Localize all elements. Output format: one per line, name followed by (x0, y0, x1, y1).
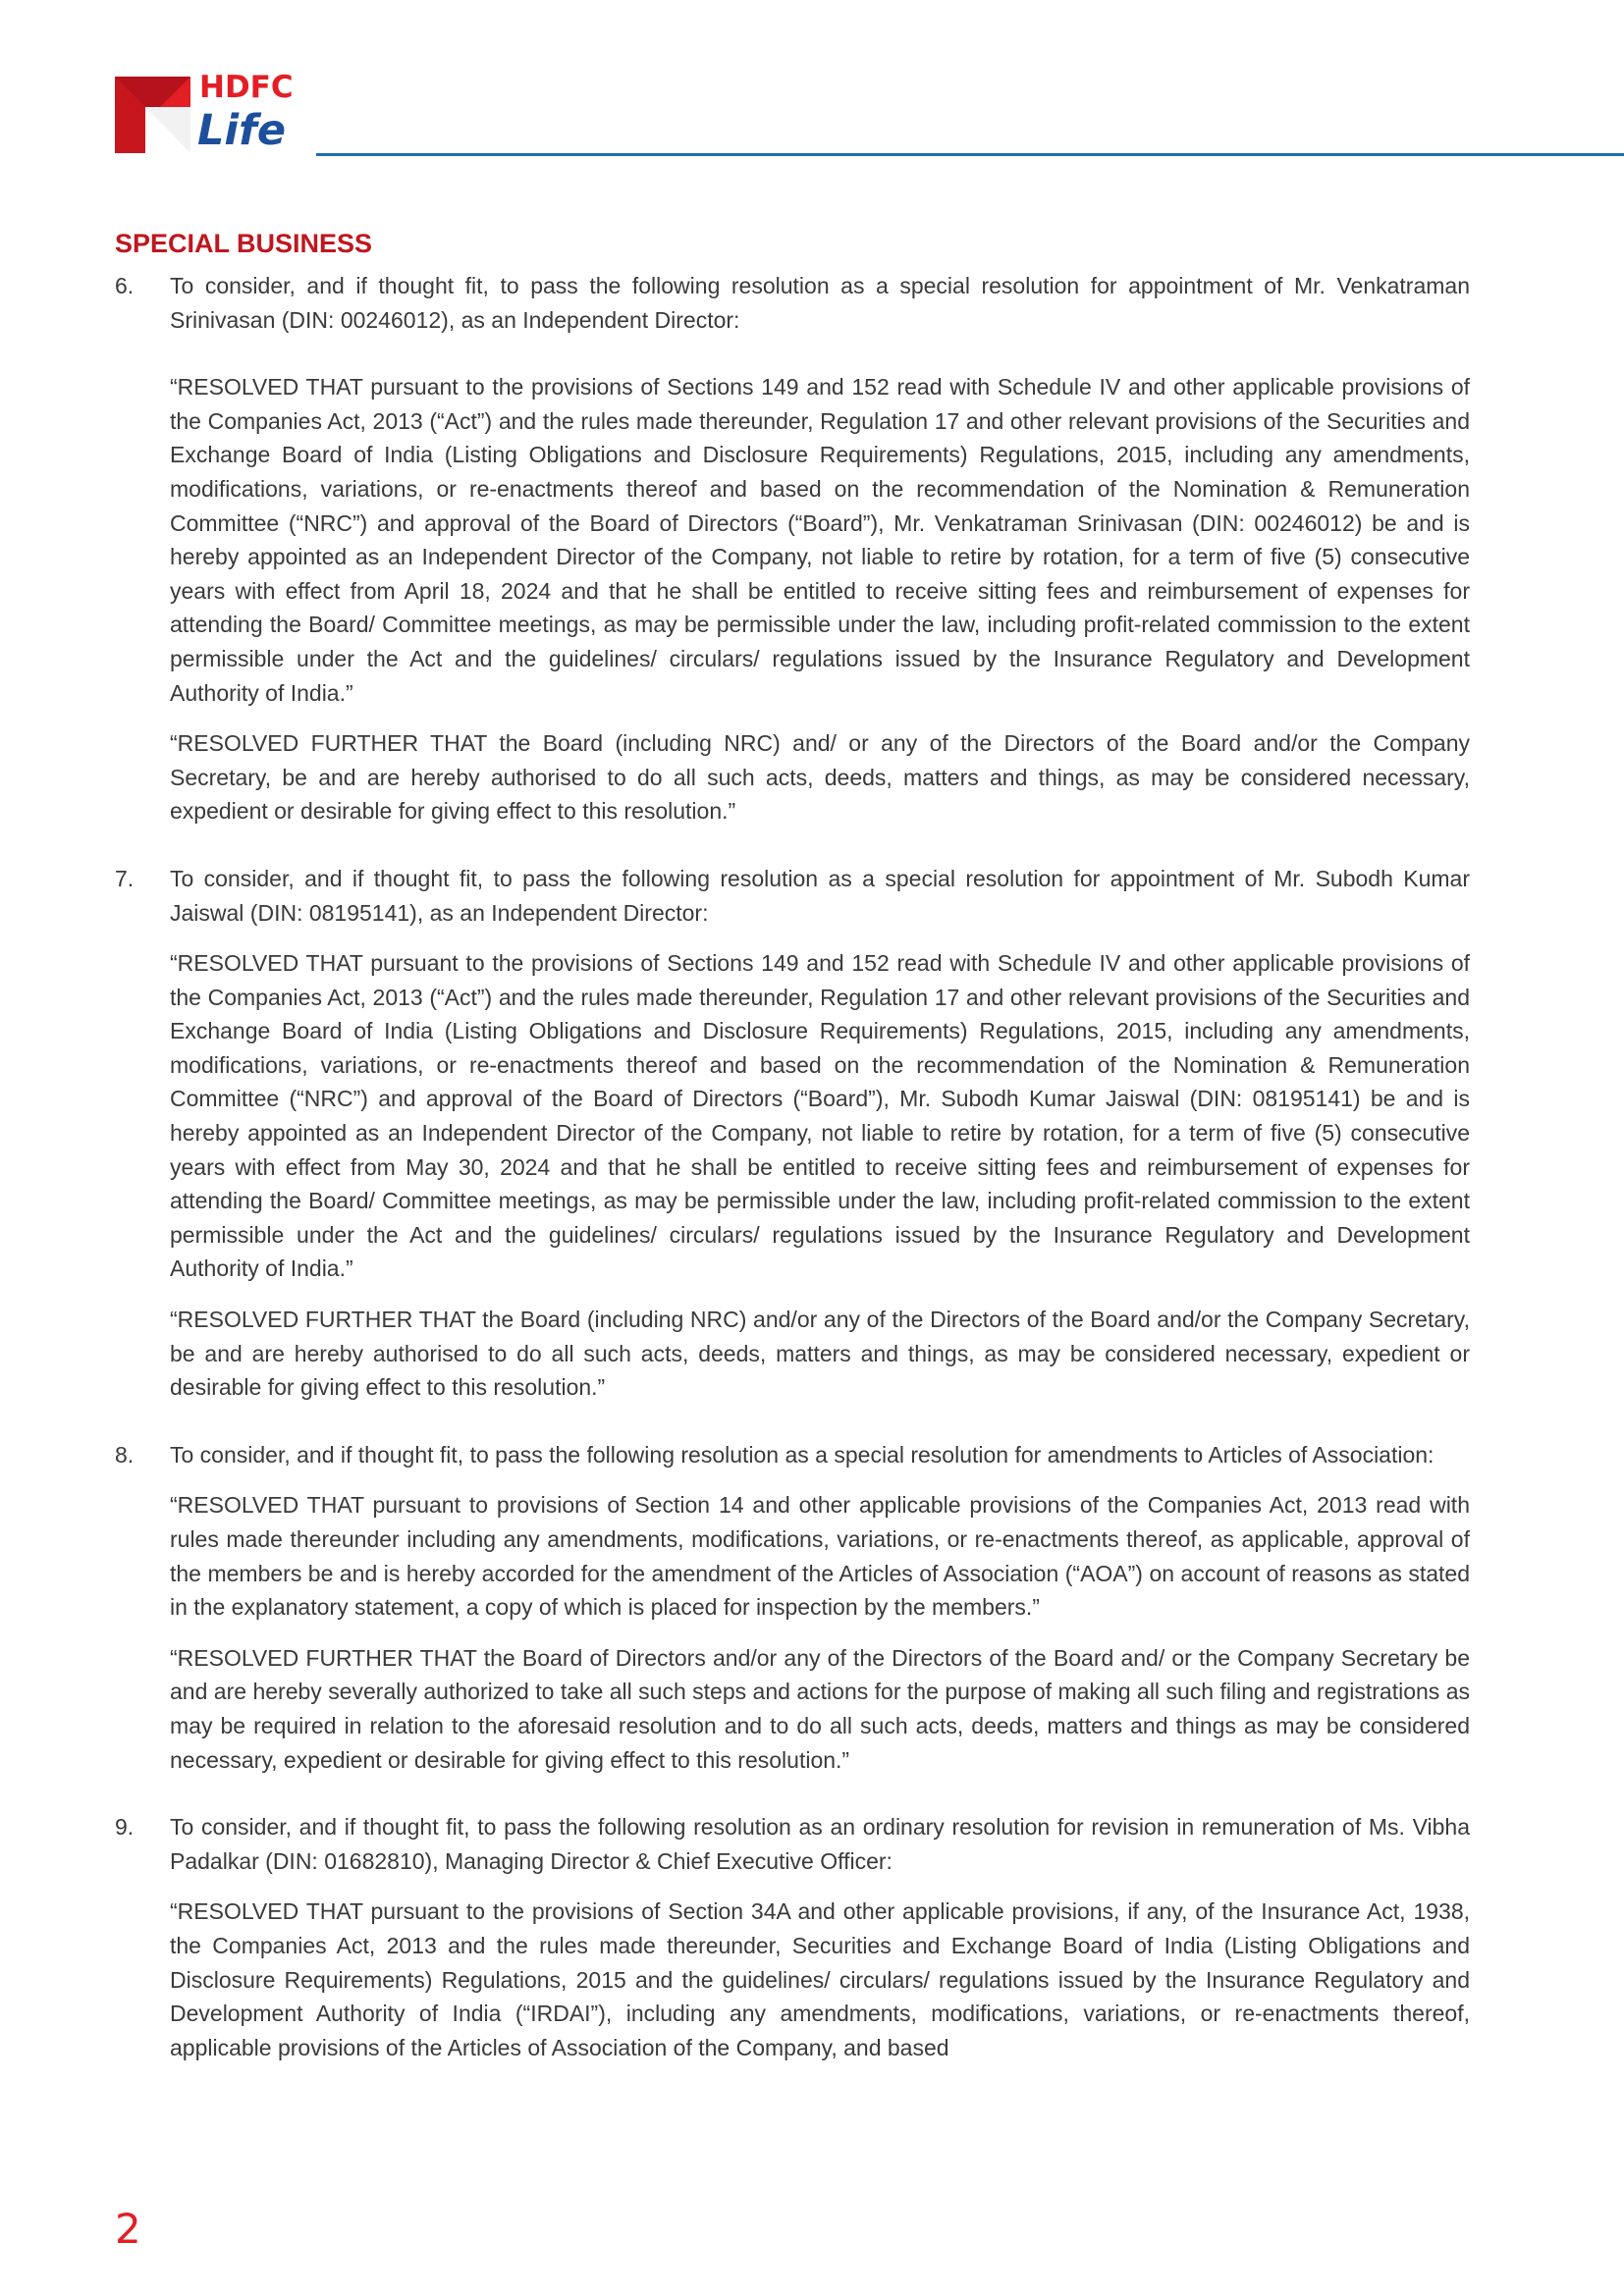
item-number: 8. (115, 1441, 135, 1468)
item-intro: To consider, and if thought fit, to pass the following resolution as a special resolution for appointment of Mr. Subodh Kumar Jaiswal (DIN: 08195141), as an Independent Director: (170, 865, 1470, 926)
item-number: 9. (115, 1814, 135, 1841)
resolutions-list (115, 269, 1470, 2064)
resolution-paragraph: “RESOLVED THAT pursuant to the provisions of Sections 149 and 152 read with Schedule IV and other applicable provisions of the Companies Act, 2013 (“Act”) and the rules made thereunder, Regulation 17 and other relevant provisions of the Securities and Exchange Board of India (Listing Obligations and Disclosure Requirements) Regulations, 2015, including any amendments, modifications, variations, or re-enactments thereof and based on the recommendation of the Nomination & Remuneration Committee (“NRC”) and approval of the Board of Directors (“Board”), Mr. Venkatraman Srinivasan (DIN: 00246012) be and is hereby appointed as an Independent Director of the Company, not liable to retire by rotation, for a term of five (5) consecutive years with effect from April 18, 2024 and that he shall be entitled to receive sitting fees and reimbursement of expenses for attending the Board/ Committee meetings, as may be permissible under the law, including profit-related commission to the extent permissible under the Act and the guidelines/ circulars/ regulations issued by the Insurance Regulatory and Development Authority of India.” (170, 374, 1470, 706)
item-intro: To consider, and if thought fit, to pass the following resolution as an ordinary resolution for revision in remuneration of Ms. Vibha Padalkar (DIN: 01682810), Managing Director & Chief Executive Officer: (170, 1814, 1470, 1874)
section-heading: SPECIAL BUSINESS (115, 229, 373, 258)
resolution-item (115, 862, 1470, 1405)
resolution-item (115, 269, 1470, 828)
resolution-paragraph: “RESOLVED THAT pursuant to the provisions of Section 34A and other applicable provisions, if any, of the Insurance Act, 1938, the Companies Act, 2013 and the rules made thereunder, Securities and Exchange Board of India (Listing Obligations and Disclosure Requirements) Regulations, 2015 and the guidelines/ circulars/ regulations issued by the Insurance Regulatory and Development Authority of India (“IRDAI”), including any amendments, modifications, variations, or re-enactments thereof, applicable provisions of the Articles of Association of the Company, and based (170, 1898, 1470, 2060)
logo-text-hdfc: HDFC (199, 70, 294, 105)
resolution-item (115, 1438, 1470, 1777)
hdfc-life-logo (115, 70, 309, 157)
resolution-item (115, 1810, 1470, 2064)
resolution-paragraph: “RESOLVED THAT pursuant to provisions of Section 14 and other applicable provisions of the Companies Act, 2013 read with rules made thereunder including any amendments, modifications, variations, or re-enactments thereof, as applicable, approval of the members be and is hereby accorded for the amendment of the Articles of Association (“AOA”) on account of reasons as stated in the explanatory statement, a copy of which is placed for inspection by the members.” (170, 1492, 1470, 1621)
header-divider (316, 153, 1624, 156)
item-number: 6. (115, 273, 135, 298)
resolution-paragraph: “RESOLVED THAT pursuant to the provisions of Sections 149 and 152 read with Schedule IV and other applicable provisions of the Companies Act, 2013 (“Act”) and the rules made thereunder, Regulation 17 and other relevant provisions of the Securities and Exchange Board of India (Listing Obligations and Disclosure Requirements) Regulations, 2015, including any amendments, modifications, variations, or re-enactments thereof and based on the recommendation of the Nomination & Remuneration Committee (“NRC”) and approval of the Board of Directors (“Board”), Mr. Subodh Kumar Jaiswal (DIN: 08195141) be and is hereby appointed as an Independent Director of the Company, not liable to retire by rotation, for a term of five (5) consecutive years with effect from May 30, 2024 and that he shall be entitled to receive sitting fees and reimbursement of expenses for attending the Board/ Committee meetings, as may be permissible under the law, including profit-related commission to the extent permissible under the Act and the guidelines/ circulars/ regulations issued by the Insurance Regulatory and Development Authority of India.” (170, 950, 1470, 1282)
logo-text-life: Life (197, 106, 287, 155)
item-number: 7. (115, 865, 135, 891)
page-number: 2 (115, 2205, 141, 2253)
item-intro: To consider, and if thought fit, to pass the following resolution as a special resolution for appointment of Mr. Venkatraman Srinivasan (DIN: 00246012), as an Independent Director: (170, 273, 1470, 333)
resolution-paragraph: “RESOLVED FURTHER THAT the Board (including NRC) and/ or any of the Directors of the Board and/or the Company Secretary, be and are hereby authorised to do all such acts, deeds, matters and things, as may be considered necessary, expedient or desirable for giving effect to this resolution.” (170, 730, 1470, 825)
hdfc-logo-mark-icon (115, 77, 190, 153)
resolution-paragraph: “RESOLVED FURTHER THAT the Board of Directors and/or any of the Directors of the Board and/ or the Company Secretary be and are hereby severally authorized to take all such steps and actions for the purpose of making all such filing and registrations as may be required in relation to the aforesaid resolution and to do all such acts, deeds, matters and things as may be considered necessary, expedient or desirable for giving effect to this resolution.” (170, 1644, 1470, 1773)
resolution-paragraph: “RESOLVED FURTHER THAT the Board (including NRC) and/or any of the Directors of the Board and/or the Company Secretary, be and are hereby authorised to do all such acts, deeds, matters and things, as may be considered necessary, expedient or desirable for giving effect to this resolution.” (170, 1307, 1470, 1401)
item-intro: To consider, and if thought fit, to pass the following resolution as a special resolution for amendments to Articles of Association: (170, 1441, 1435, 1468)
